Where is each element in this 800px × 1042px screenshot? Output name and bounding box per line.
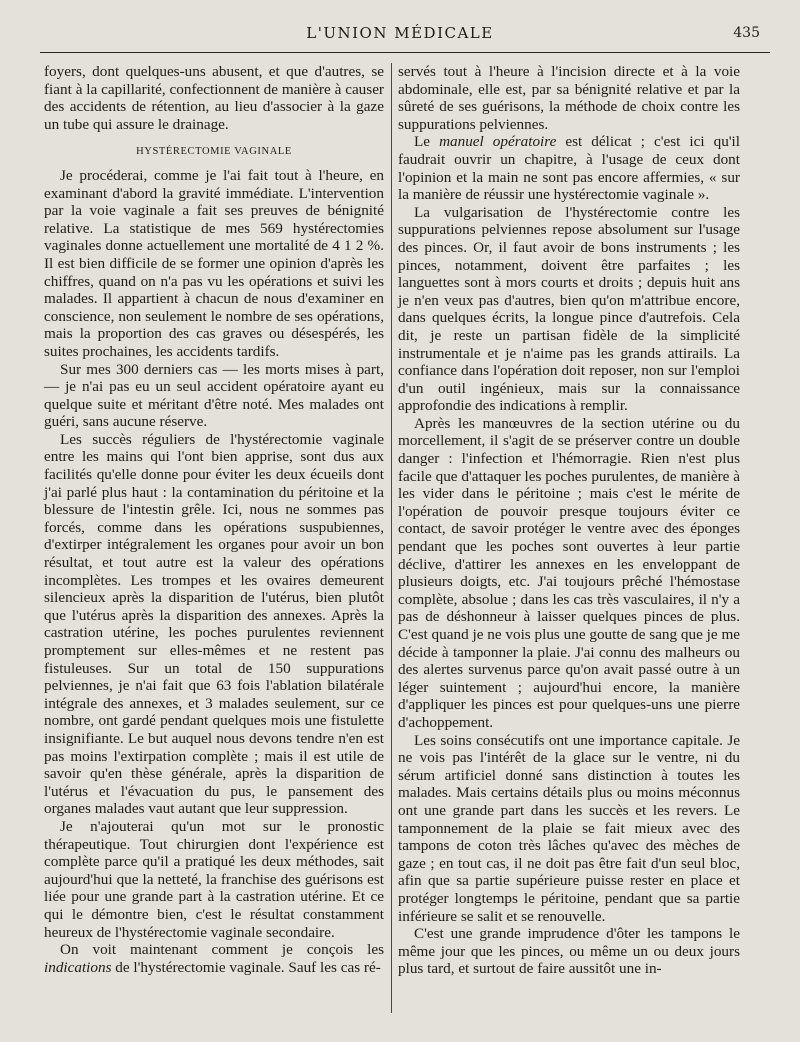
paragraph: Je procéderai, comme je l'ai fait tout à l'heure, en examinant d'abord la gravité immédiate. L'intervention par la voie vaginale a fait ses preuves de bénignité relative. La statistique de mes 569 hystérectomies vaginales donne actuellement une mortalité de 4 1 2 %. Il est bien difficile de se former une opinion d'après les chiffres, quand on n'a pas vu les opérations et suivi les malades. Il appartient à chacun de nous d'examiner en conscience, non seulement le nombre de ses opérations, mais la proportion des cas graves ou désespérés, les suites prochaines, les accidents tardifs.: [44, 166, 384, 360]
paragraph: [44, 941, 384, 976]
paragraph: [398, 133, 740, 203]
text-run: est délicat ; c'est ici qu'il faudrait ouvrir un chapitre, à l'usage de ceux dont l'opinion et la main ne sont pas encore affermies, « sur la manière de réussir une hystérectomie vaginale ».: [398, 133, 740, 204]
page-header: [40, 22, 760, 52]
paragraph: Les succès réguliers de l'hystérectomie vaginale entre les mains qui l'ont bien apprise, sont dus aux facilités qu'elle donne pour éviter les deux écueils dont j'ai parlé plus haut : la contamination du péritoine et la blessure de l'intestin grêle. Ici, nous ne sommes pas forcés, comme dans les opérations suspubiennes, d'extirper intégralement les organes pour avoir un bon résultat, et tout autre est la valeur des opérations incomplètes. Les trompes et les ovaires demeurent silencieux après la disparition de l'utérus, bien plutôt que l'utérus après la disparition des annexes. Après la castration utérine, les poches purulentes reviennent promptement sur elles-mêmes et ne restent pas fistuleuses. Sur un total de 150 suppurations pelviennes, je n'ai fait que 63 fois l'ablation bilatérale intégrale des annexes, et 3 malades seulement, sur ce nombre, ont gardé pendant quelques mois une fistulette insignifiante. Le but auquel nous devons tendre n'en est pas moins l'extirpation complète ; mais il est utile de savoir qu'en thèse générale, après la disparition de l'utérus et l'évacuation du pus, le pansement des organes malades vaut autant que leur suppression.: [44, 430, 384, 818]
journal-title: L'UNION MÉDICALE: [306, 24, 494, 42]
paragraph: La vulgarisation de l'hystérectomie contre les suppurations pelviennes repose absolument sur l'usage des pinces. Or, il faut avoir de bons instruments ; les pinces, notamment, doivent être parfaites ; les languettes sont à mors courts et droits ; depuis huit ans je n'en veux pas d'autres, bien qu'on m'attribue encore, dans quelques écrits, la longue pince d'autrefois. Cela dit, je reste un partisan fidèle de la simplicité instrumentale et je n'aime pas les grands attirails. La confiance dans l'opération doit reposer, non sur l'emploi d'un outil ingénieux, mais sur la connaissance approfondie des indications à remplir.: [398, 203, 740, 415]
text-run: de l'hystérectomie vaginale. Sauf les cas ré-: [111, 958, 381, 976]
italic-term: indications: [44, 958, 112, 976]
text-run: Le: [414, 133, 440, 151]
page-number: 435: [733, 25, 760, 41]
paragraph: Je n'ajouterai qu'un mot sur le pronostic thérapeutique. Tout chirurgien dont l'expérience est complète parce qu'il a pratiqué les deux méthodes, sait aujourd'hui que la netteté, la franchise des guérisons est liée pour une grande part à la castration utérine. Et ce qui le démontre bien, c'est le résultat constamment heureux de l'hystérectomie vaginale secondaire.: [44, 817, 384, 941]
paragraph: C'est une grande imprudence d'ôter les tampons le même jour que les pinces, ou même un ou deux jours plus tard, et surtout de faire aussitôt une in-: [398, 925, 740, 978]
paragraph: Sur mes 300 derniers cas — les morts mises à part, — je n'ai pas eu un seul accident opératoire ayant eu quelque suite et méritant d'être noté. Mes malades ont guéri, sans aucune réserve.: [44, 360, 384, 431]
paragraph: Les soins consécutifs ont une importance capitale. Je ne vois pas l'intérêt de la glace sur le ventre, ni du sérum artificiel donné sans distinction à toutes les malades. Mais certains détails plus ou moins méconnus ont une grande part dans les succès et les revers. Le tamponnement de la plaie se fait mieux avec des tampons de coton très lâches qu'avec des mèches de gaze ; en tout cas, il ne doit pas être fait d'un seul bloc, afin que sa partie supérieure puisse rester en place et protéger longtemps le péritoine, pendant que sa partie inférieure se salit et se renouvelle.: [398, 731, 740, 925]
left-column: [44, 63, 384, 976]
header-rule: [40, 52, 770, 53]
column-divider: [391, 63, 392, 1013]
text-run: On voit maintenant comment je conçois les: [60, 941, 384, 959]
paragraph: servés tout à l'heure à l'incision directe et à la voie abdominale, elle est, par sa bénignité relative et par la sûreté de ses guérisons, la méthode de choix contre les suppurations pelviennes.: [398, 63, 740, 133]
right-column: [398, 63, 740, 978]
paragraph: foyers, dont quelques-uns abusent, et que d'autres, se fiant à la capillarité, confectionnent de manière à causer des accidents de rétention, au lieu d'associer à la gaze un tube qui assure le drainage.: [44, 63, 384, 133]
italic-term: manuel opératoire: [439, 133, 557, 151]
paragraph: Après les manœuvres de la section utérine ou du morcellement, il s'agit de se préserver contre un double danger : l'infection et l'hémorragie. Rien n'est plus facile que d'attaquer les poches purulentes, de manière à les vider dans le péritoine ; mais c'est le mérite de l'opération de pouvoir presque toujours éviter ce contact, de savoir protéger le ventre avec des éponges pendant que les poches sont ouvertes à leur partie déclive, d'attirer les annexes en les enveloppant de plusieurs doigts, etc. J'ai toujours prêché l'hémostase complète, absolue ; dans les cas très vasculaires, il n'y a pas de déshonneur à laisser quelques pinces de plus. C'est quand je ne vois plus une goutte de sang que je me décide à tamponner la plaie. J'ai connu des malheurs ou des alertes survenus parce qu'on avait passé outre à un léger suintement ; aujourd'hui encore, la manière d'appliquer les pinces est pour quelques-uns une pierre d'achoppement.: [398, 414, 740, 731]
section-heading: HYSTÉRECTOMIE VAGINALE: [136, 146, 292, 158]
